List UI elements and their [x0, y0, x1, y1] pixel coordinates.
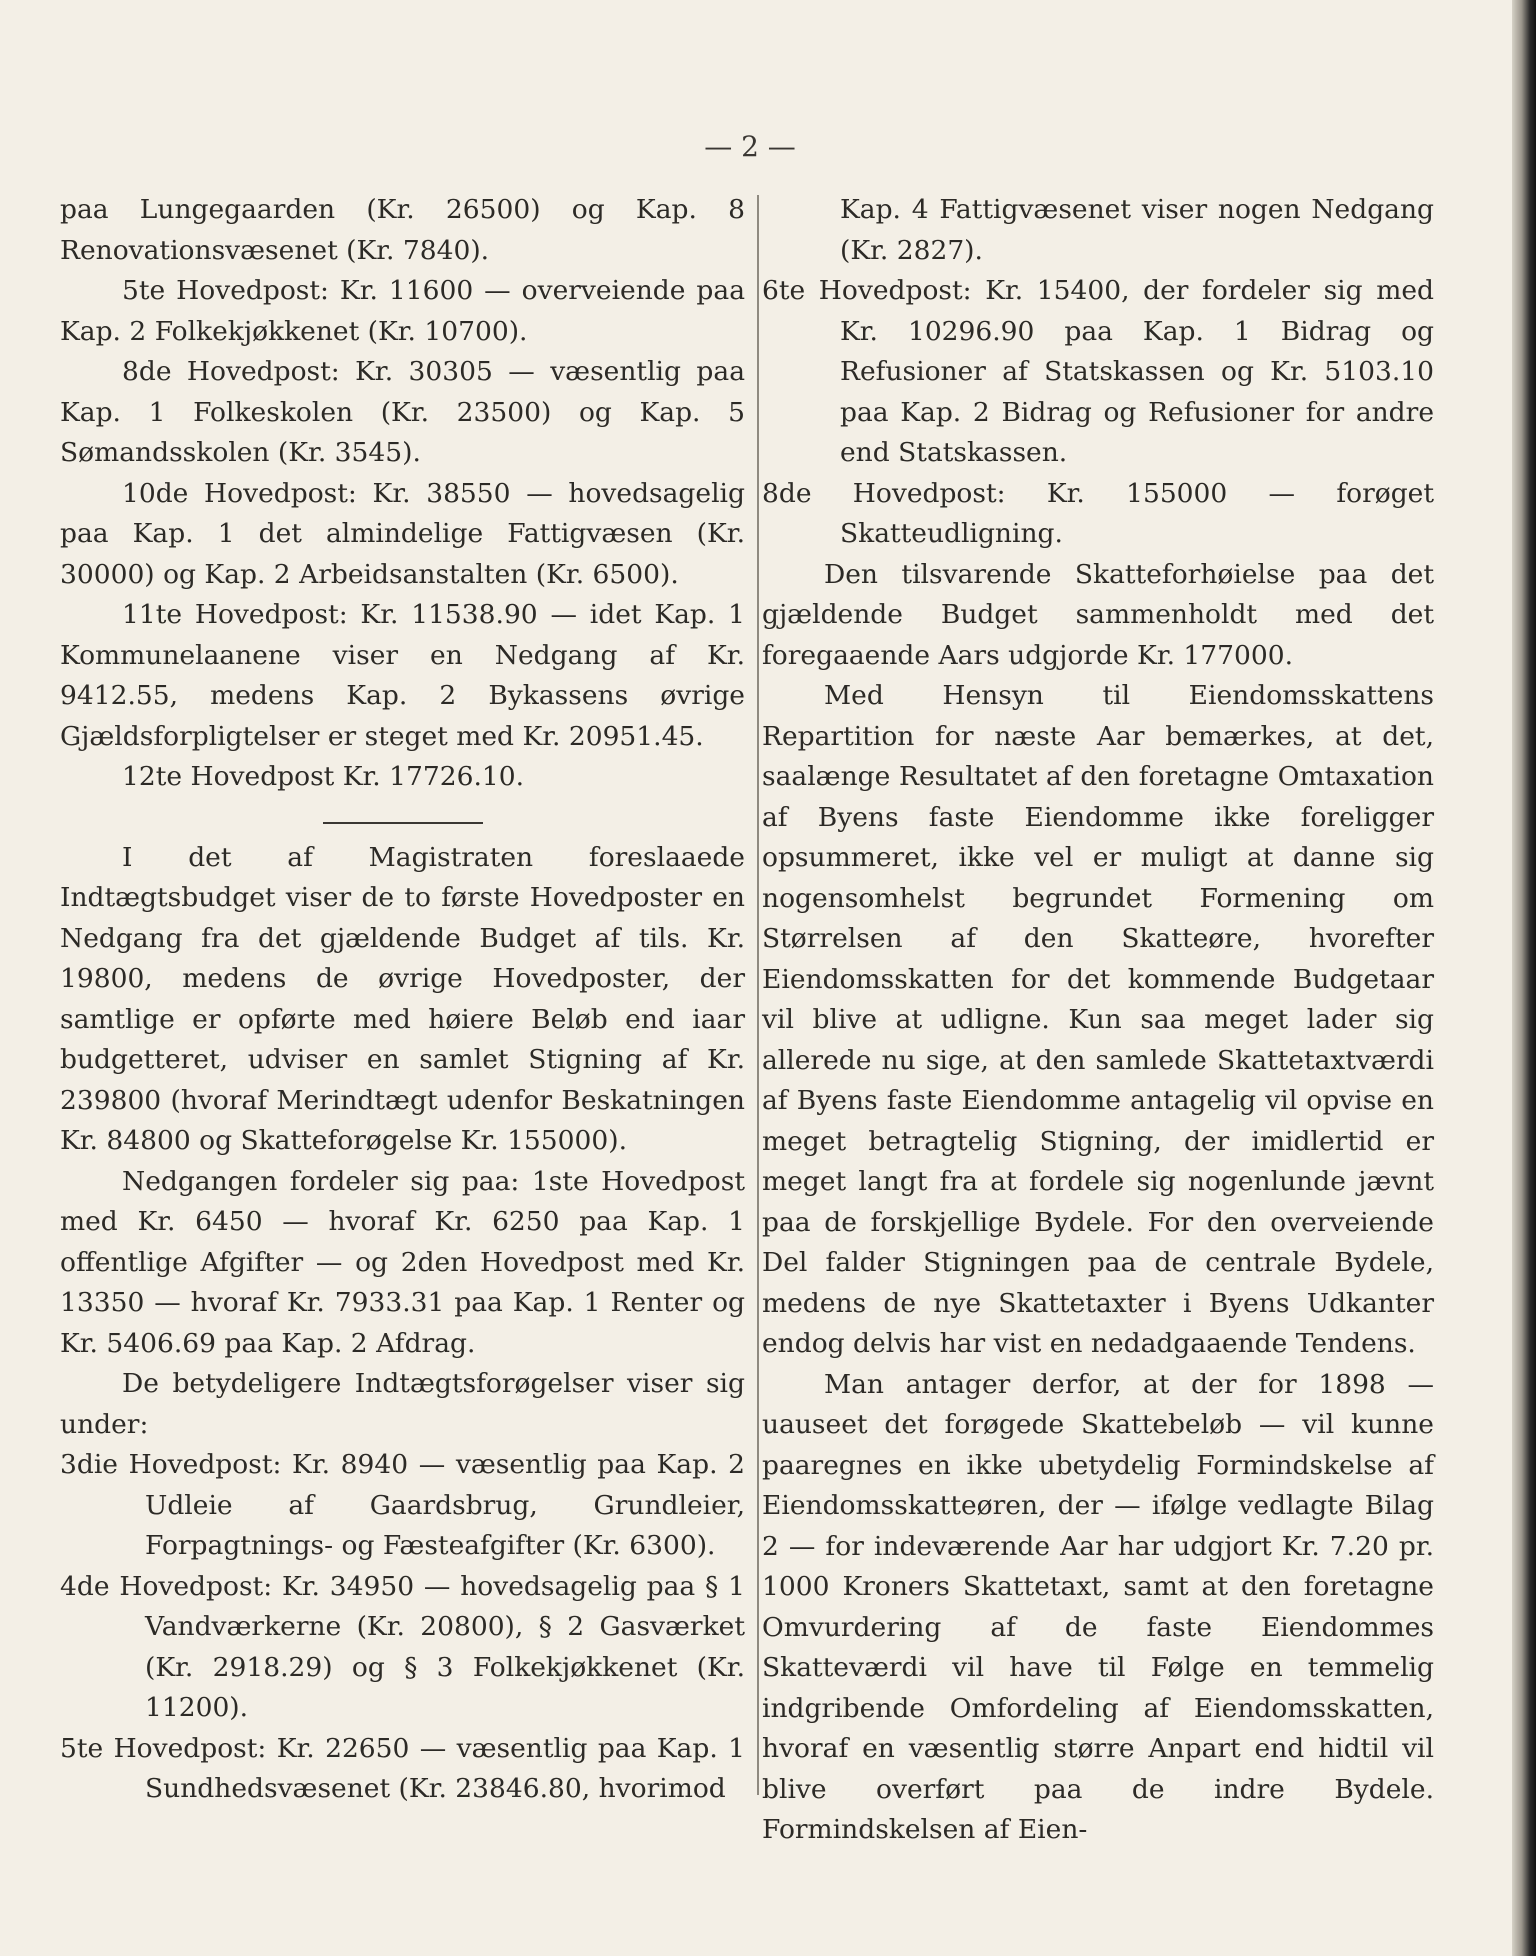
paragraph: Med Hensyn til Eiendomsskattens Repartition for næste Aar bemærkes, at det, saalænge Resultatet af den foretagne Omtaxation af Byens faste Eiendomme ikke foreligger opsummeret, ikke vel er muligt at danne sig nogensomhelst begrundet Formening om Størrelsen af den Skatteøre, hvorefter Eiendomsskatten for det kommende Budgetaar vil blive at udligne. Kun saa meget lader sig allerede nu sige, at den samlede Skattetaxtværdi af Byens faste Eiendomme antagelig vil opvise en meget betragtelig Stigning, der imidlertid er meget langt fra at fordele sig nogenlunde jævnt paa de forskjellige Bydele. For den overveiende Del falder Stigningen paa de centrale Bydele, medens de nye Skattetaxter i Byens Udkanter endog delvis har vist en nedadgaaende Tendens.	[762, 680, 1434, 1359]
list-item: 8de Hovedpost: Kr. 155000 — forøget Skatteudligning.	[762, 477, 1434, 549]
list-item: Kap. 4 Fattigvæsenet viser nogen Nedgang (Kr. 2827).	[840, 194, 1434, 266]
paragraph: 8de Hovedpost: Kr. 30305 — væsentlig paa Kap. 1 Folkeskolen (Kr. 23500) og Kap. 5 Sømandsskolen (Kr. 3545).	[60, 356, 745, 468]
paragraph: Nedgangen fordeler sig paa: 1ste Hovedpost med Kr. 6450 — hvoraf Kr. 6250 paa Kap. 1 offentlige Afgifter — og 2den Hovedpost med Kr. 13350 — hvoraf Kr. 7933.31 paa Kap. 1 Renter og Kr. 5406.69 paa Kap. 2 Afdrag.	[60, 1165, 745, 1359]
list-item: 6te Hovedpost: Kr. 15400, der fordeler sig med Kr. 10296.90 paa Kap. 1 Bidrag og Refusioner af Statskassen og Kr. 5103.10 paa Kap. 2 Bidrag og Refusioner for andre end Statskassen.	[762, 275, 1434, 468]
paragraph: Den tilsvarende Skatteforhøielse paa det gjældende Budget sammenholdt med det foregaaende Aars udgjorde Kr. 177000.	[762, 558, 1434, 671]
scan-edge	[1512, 0, 1536, 1956]
paragraph: 11te Hovedpost: Kr. 11538.90 — idet Kap. 1 Kommunelaanene viser en Nedgang af Kr. 9412.55, medens Kap. 2 Bykassens øvrige Gjældsforpligtelser er steget med Kr. 20951.45.	[60, 599, 745, 752]
column-divider	[757, 195, 759, 1795]
page-number: — 2 —	[704, 130, 796, 163]
list-item: 3die Hovedpost: Kr. 8940 — væsentlig paa Kap. 2 Udleie af Gaardsbrug, Grundleier, Forpagtnings- og Fæsteafgifter (Kr. 6300).	[60, 1449, 745, 1561]
list-item: 5te Hovedpost: Kr. 22650 — væsentlig paa Kap. 1 Sundhedsvæsenet (Kr. 23846.80, hvorimod	[60, 1732, 745, 1804]
paragraph: 10de Hovedpost: Kr. 38550 — hovedsagelig paa Kap. 1 det almindelige Fattigvæsen (Kr. 30000) og Kap. 2 Arbeidsanstalten (Kr. 6500).	[60, 477, 745, 590]
paragraph: 12te Hovedpost Kr. 17726.10.	[122, 761, 525, 792]
paragraph: Man antager derfor, at der for 1898 — uauseet det forøgede Skattebeløb — vil kunne paaregnes en ikke ubetydelig Formindskelse af Eiendomsskatteøren, der — ifølge vedlagte Bilag 2 — for indeværende Aar har udgjort Kr. 7.20 pr. 1000 Kroners Skattetaxt, samt at den foretagne Omvurdering af de faste Eiendommes Skatteværdi vil have til Følge en temmelig indgribende Omfordeling af Eiendomsskatten, hvoraf en væsentlig større Anpart end hidtil vil blive overført paa de indre Bydele. Formindskelsen af Eien-	[762, 1368, 1434, 1845]
paragraph: I det af Magistraten foreslaaede Indtægtsbudget viser de to første Hovedposter en Nedgang fra det gjældende Budget af tils. Kr. 19800, medens de øvrige Hovedposter, der samtlige er opførte med høiere Beløb end iaar budgetteret, udviser en samlet Stigning af Kr. 239800 (hvoraf Merindtægt udenfor Beskatningen Kr. 84800 og Skatteforøgelse Kr. 155000).	[60, 841, 745, 1156]
paragraph: paa Lungegaarden (Kr. 26500) og Kap. 8 Renovationsvæsenet (Kr. 7840).	[60, 194, 745, 266]
list-item: 4de Hovedpost: Kr. 34950 — hovedsagelig paa § 1 Vandværkerne (Kr. 20800), § 2 Gasværket (Kr. 2918.29) og § 3 Folkekjøkkenet (Kr. 11200).	[60, 1570, 745, 1723]
paragraph: De betydeligere Indtægtsforøgelser viser sig under:	[60, 1368, 745, 1440]
section-divider	[323, 822, 483, 824]
left-column	[60, 190, 745, 1810]
right-column	[762, 190, 1434, 1851]
paragraph: 5te Hovedpost: Kr. 11600 — overveiende paa Kap. 2 Folkekjøkkenet (Kr. 10700).	[60, 275, 745, 347]
